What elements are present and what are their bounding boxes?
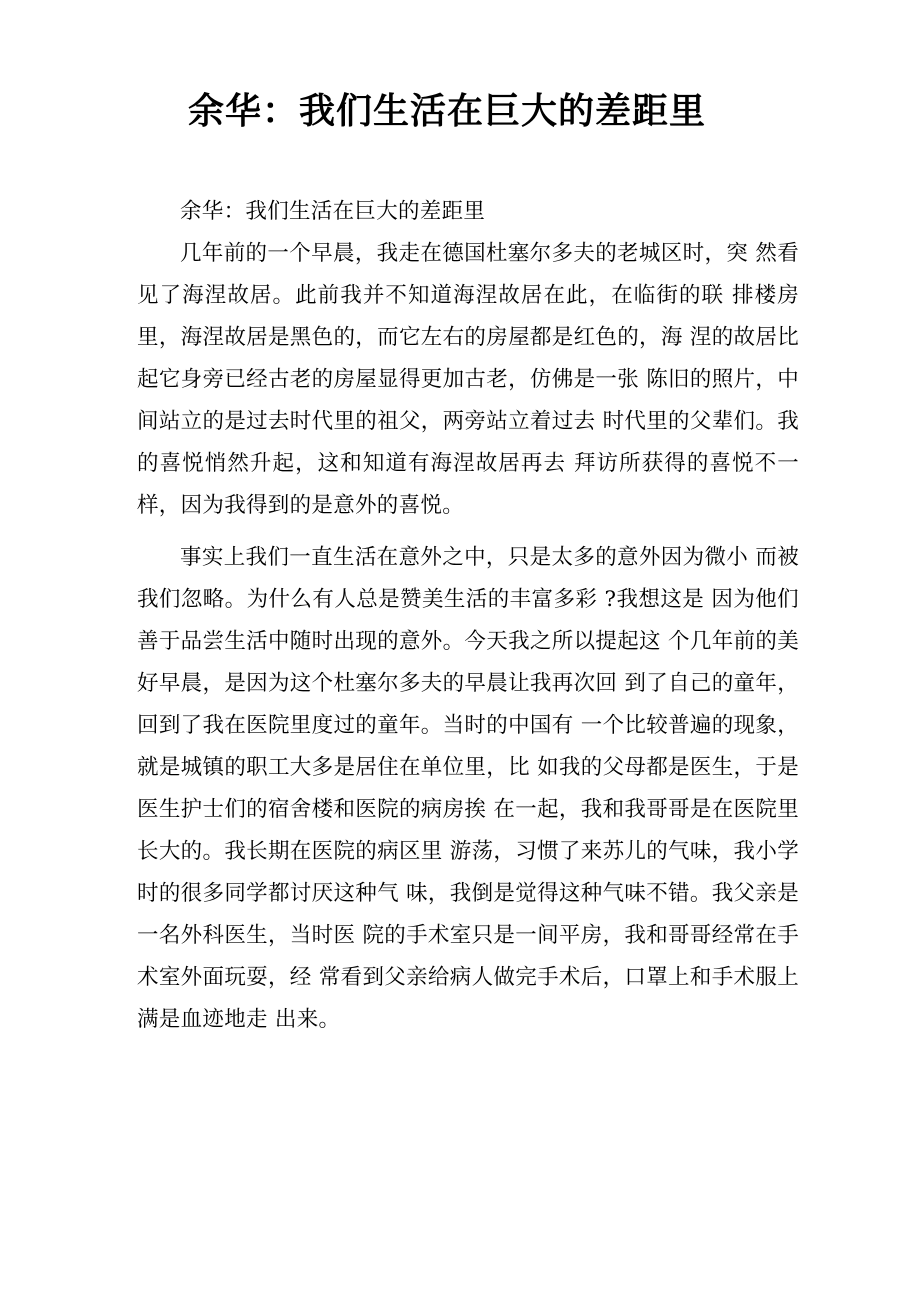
document-title: 余华：我们生活在巨大的差距里 — [187, 91, 706, 132]
document-body — [137, 191, 799, 1041]
paragraph-hospital-childhood: 事实上我们一直生活在意外之中，只是太多的意外因为微小 而被我们忽略。为什么有人总是赞美生活的丰富多彩 ?我想这是 因为他们善于品尝生活中随时出现的意外。今天我之所以提起这 个几年前的美好早晨，是因为这个杜塞尔多夫的早晨让我再次回 到了自己的童年，回到了我在医院里度过的童年。当时的中国有 一个比较普遍的现象，就是城镇的职工大多是居住在单位里，比 如我的父母都是医生，于是医生护士们的宿舍楼和医院的病房挨 在一起，我和我哥哥是在医院里长大的。我长期在医院的病区里 游荡，习惯了来苏儿的气味，我小学时的很多同学都讨厌这种气 味，我倒是觉得这种气味不错。我父亲是一名外科医生，当时医 院的手术室只是一间平房，我和哥哥经常在手术室外面玩耍，经 常看到父亲给病人做完手术后，口罩上和手术服上满是血迹地走 出来。 — [137, 545, 799, 1032]
paragraph-heine-house: 几年前的一个早晨，我走在德国杜塞尔多夫的老城区时，突 然看见了海涅故居。此前我并不知道海涅故居在此，在临街的联 排楼房里，海涅故居是黑色的，而它左右的房屋都是红色的，海 涅的故居比起它身旁已经古老的房屋显得更加古老，仿佛是一张 陈旧的照片，中间站立的是过去时代里的祖父，两旁站立着过去 时代里的父辈们。我的喜悦悄然升起，这和知道有海涅故居再去 拜访所获得的喜悦不一样，因为我得到的是意外的喜悦。 — [137, 241, 799, 518]
paragraph-subtitle: 余华：我们生活在巨大的差距里 — [180, 199, 486, 224]
